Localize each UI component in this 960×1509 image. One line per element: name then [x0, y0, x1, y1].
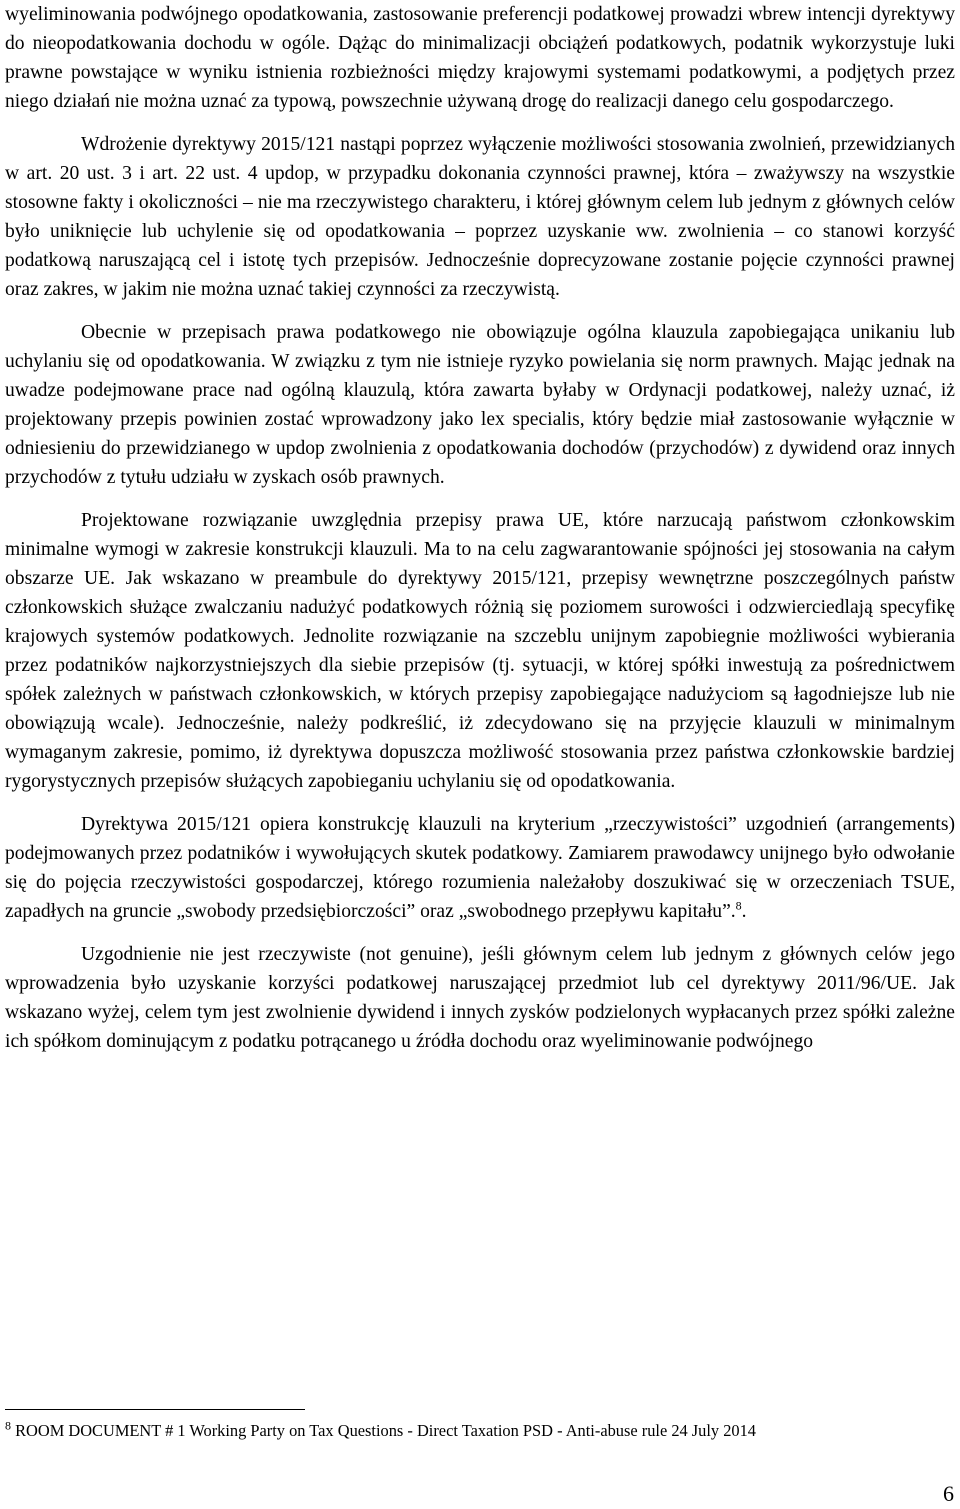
paragraph-4: Projektowane rozwiązanie uwzględnia przepisy prawa UE, które narzucają państwom członkowskim minimalne wymogi w zakresie konstrukcji klauzuli. Ma to na celu zagwarantowanie spójności jej stosowania na całym obszarze UE. Jak wskazano w preambule do dyrektywy 2015/121, przepisy wewnętrzne poszczególnych państw członkowskich służące zwalczaniu nadużyć podatkowych różnią się poziomem surowości i odzwierciedlają specyfikę krajowych systemów podatkowych. Jednolite rozwiązanie na szczeblu unijnym zapobiegnie możliwości wybierania przez podatników najkorzystniejszych dla siebie przepisów (tj. sytuacji, w której spółki inwestują za pośrednictwem spółek zależnych w państwach członkowskich, w których przepisy zapobiegające nadużyciom są łagodniejsze lub nie obowiązują wcale). Jednocześnie, należy podkreślić, iż zdecydowano się na przyjęcie klauzuli w minimalnym wymaganym zakresie, pomimo, iż dyrektywa dopuszcza możliwość stosowania przez państwa członkowskie bardziej rygorystycznych przepisów służących zapobieganiu uchylaniu się od opodatkowania.: [5, 510, 955, 792]
footnote: [5, 1418, 945, 1444]
footnote-marker: 8: [5, 1418, 11, 1433]
footnote-reference: 8: [735, 898, 742, 913]
document-body: [5, 0, 955, 1056]
paragraph-1: wyeliminowania podwójnego opodatkowania, zastosowanie preferencji podatkowej prowadzi wbrew intencji dyrektywy do nieopodatkowania dochodu w ogóle. Dążąc do minimalizacji obciążeń podatkowych, podatnik wykorzystuje luki prawne powstające w wyniku istnienia rozbieżności między krajowymi systemami podatkowymi, a podjętych przez niego działań nie można uznać za typową, powszechnie używaną drogę do realizacji danego celu gospodarczego.: [5, 4, 955, 112]
paragraph-5: Dyrektywa 2015/121 opiera konstrukcję klauzuli na kryterium „rzeczywistości” uzgodnień (arrangements) podejmowanych przez podatników i wywołujących skutek podatkowy. Zamiarem prawodawcy unijnego było odwołanie się do pojęcia rzeczywistości gospodarczej, którego rozumienia należałoby doszukiwać się w orzeczeniach TSUE, zapadłych na gruncie „swobody przedsiębiorczości” oraz „swobodnego przepływu kapitału”.$^8$.: [5, 814, 955, 922]
paragraph-5-text: Dyrektywa 2015/121 opiera konstrukcję klauzuli na kryterium „rzeczywistości” uzgodnień (arrangements) podejmowanych przez podatników i wywołujących skutek podatkowy. Zamiarem prawodawcy unijnego było odwołanie się do pojęcia rzeczywistości gospodarczej, którego rozumienia należałoby doszukiwać się w orzeczeniach TSUE, zapadłych na gruncie „swobody przedsiębiorczości” oraz „swobodnego przepływu kapitału”.: [5, 814, 955, 922]
footnote-text: ROOM DOCUMENT # 1 Working Party on Tax Questions - Direct Taxation PSD - Anti-abuse rule 24 July 2014: [15, 1421, 757, 1440]
paragraph-3: Obecnie w przepisach prawa podatkowego nie obowiązuje ogólna klauzula zapobiegająca unikaniu lub uchylaniu się od opodatkowania. W związku z tym nie istnieje ryzyko powielania się norm prawnych. Mając jednak na uwadze podejmowane prace nad ogólną klauzulą, która zawarta byłaby w Ordynacji podatkowej, należy uznać, iż projektowany przepis powinien zostać wprowadzony jako lex specialis, który będzie miał zastosowanie wyłącznie w odniesieniu do przewidzianego w updop zwolnienia z opodatkowania dochodów (przychodów) z dywidend oraz innych przychodów z tytułu udziału w zyskach osób prawnych.: [5, 322, 955, 488]
paragraph-2: Wdrożenie dyrektywy 2015/121 nastąpi poprzez wyłączenie możliwości stosowania zwolnień, przewidzianych w art. 20 ust. 3 i art. 22 ust. 4 updop, w przypadku dokonania czynności prawnej, która – zważywszy na wszystkie stosowne fakty i okoliczności – nie ma rzeczywistego charakteru, i której głównym celem lub jednym z głównych celów było uniknięcie lub uchylenie się od opodatkowania – poprzez uzyskanie ww. zwolnienia – co stanowi korzyść podatkową naruszającą cel i istotę tych przepisów. Jednocześnie doprecyzowane zostanie pojęcie czynności prawnej oraz zakres, w jakim nie można uznać takiej czynności za rzeczywistą.: [5, 134, 955, 300]
footnote-separator: [5, 1409, 305, 1410]
paragraph-6: Uzgodnienie nie jest rzeczywiste (not genuine), jeśli głównym celem lub jednym z głównych celów jego wprowadzenia było uzyskanie korzyści podatkowej naruszającej przedmiot lub cel dyrektywy 2011/96/UE. Jak wskazano wyżej, celem tym jest zwolnienie dywidend i innych zysków podzielonych wypłacanych przez spółki zależne ich spółkom dominującym z podatku potrącanego u źródła dochodu oraz wyeliminowanie podwójnego: [5, 944, 955, 1052]
page-number: 6: [943, 1481, 954, 1506]
